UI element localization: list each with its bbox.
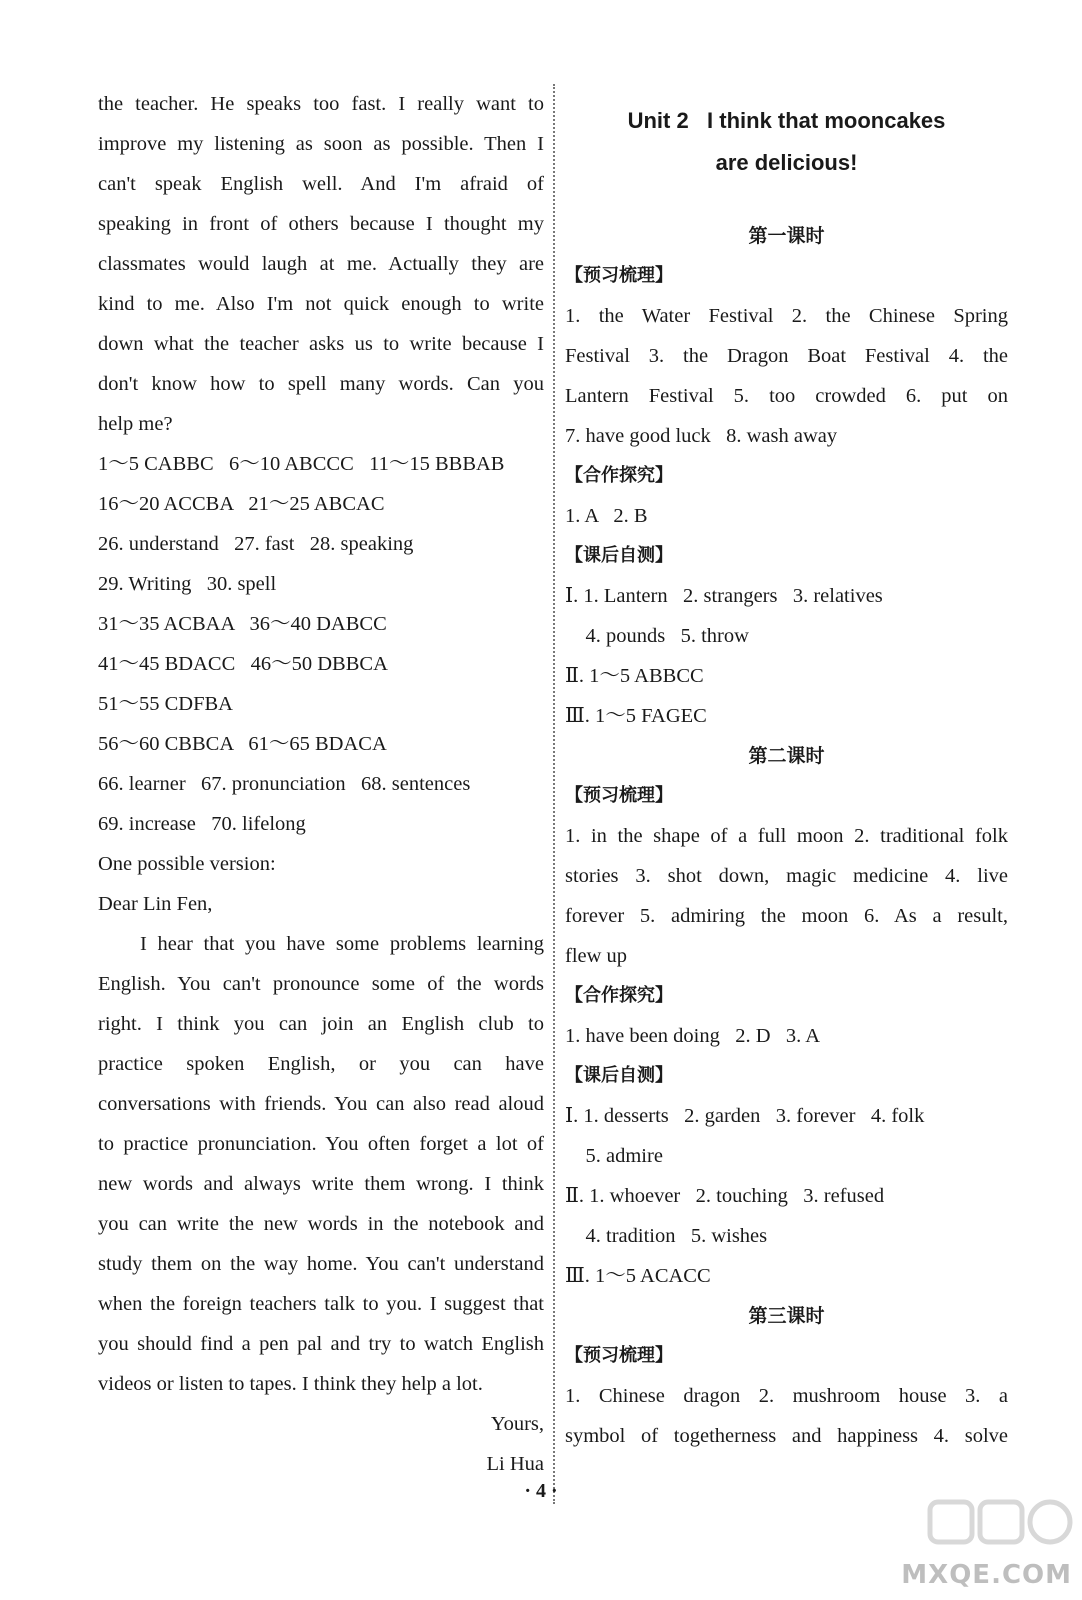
answer-line: 1. the Water Festival 2. the Chinese Spring	[565, 305, 1008, 327]
letter-line: study them on the way home. You can't understand	[98, 1253, 544, 1275]
text-line: the teacher. He speaks too fast. I really want to	[98, 93, 544, 115]
answer-line: 1. in the shape of a full moon 2. traditional folk	[565, 825, 1008, 847]
letter-line: videos or listen to tapes. I think they help a lot.	[98, 1373, 483, 1395]
answer-line: symbol of togetherness and happiness 4. solve	[565, 1425, 1008, 1447]
letter-signature: Li Hua	[486, 1453, 544, 1475]
answer-line: 1. Chinese dragon 2. mushroom house 3. a	[565, 1385, 1008, 1407]
text-line: improve my listening as soon as possible. Then I	[98, 133, 544, 155]
letter-line: when the foreign teachers talk to you. I suggest that	[98, 1293, 544, 1315]
section-label: 【预习梳理】	[565, 1345, 673, 1366]
section-label: 【课后自测】	[565, 1065, 673, 1086]
letter-line: practice spoken English, or you can have	[98, 1053, 544, 1075]
unit-title-line: Unit 2 I think that mooncakes	[627, 108, 946, 133]
text-line: can't speak English well. And I'm afraid of	[98, 173, 544, 195]
letter-line: right. I think you can join an English club to	[98, 1013, 544, 1035]
letter-line: English. You can't pronounce some of the words	[98, 973, 544, 995]
answer-line: 16～20 ACCBA 21～25 ABCAC	[98, 493, 385, 515]
lesson-title: 第二课时	[748, 745, 825, 767]
unit-title-line: are delicious!	[715, 150, 858, 175]
letter-closing: Yours,	[490, 1413, 544, 1435]
column-divider	[553, 84, 555, 1504]
answer-line: Lantern Festival 5. too crowded 6. put on	[565, 385, 1008, 407]
lesson-title: 第三课时	[748, 1305, 825, 1327]
answer-line: 66. learner 67. pronunciation 68. sentences	[98, 773, 471, 795]
text-line: don't know how to spell many words. Can you	[98, 373, 544, 395]
answer-line: 1. A 2. B	[565, 505, 648, 527]
answer-line: 1. have been doing 2. D 3. A	[565, 1025, 821, 1047]
answer-line: forever 5. admiring the moon 6. As a result,	[565, 905, 1008, 927]
text-line: kind to me. Also I'm not quick enough to write	[98, 293, 544, 315]
sample-letter	[98, 924, 544, 1484]
page-number: · 4 ·	[524, 1480, 558, 1502]
section-label: 【预习梳理】	[565, 785, 673, 806]
unit-title	[565, 100, 1008, 184]
letter-line: conversations with friends. You can also read aloud	[98, 1093, 544, 1115]
section-label: 【合作探究】	[565, 985, 673, 1006]
answer-line: flew up	[565, 945, 628, 967]
answer-line: Ⅲ. 1～5 FAGEC	[565, 705, 707, 727]
answer-line: Ⅱ. 1. whoever 2. touching 3. refused	[565, 1185, 885, 1207]
text-line: help me?	[98, 413, 173, 435]
answer-line: Dear Lin Fen,	[98, 893, 213, 915]
section-label: 【合作探究】	[565, 465, 673, 486]
answer-line: 5. admire	[565, 1145, 663, 1167]
answer-line: One possible version:	[98, 853, 276, 875]
paragraph-continuation	[98, 84, 544, 444]
answer-line: 31～35 ACBAA 36～40 DABCC	[98, 613, 387, 635]
letter-line: to practice pronunciation. You often forget a lot of	[98, 1133, 544, 1155]
text-line: classmates would laugh at me. Actually they are	[98, 253, 544, 275]
letter-line: you can write the new words in the notebook and	[98, 1213, 544, 1235]
answer-line: Ⅰ. 1. desserts 2. garden 3. forever 4. folk	[565, 1105, 925, 1127]
answer-line: 41～45 BDACC 46～50 DBBCA	[98, 653, 388, 675]
answer-line: stories 3. shot down, magic medicine 4. live	[565, 865, 1008, 887]
section-label: 【预习梳理】	[565, 265, 673, 286]
answer-line: 7. have good luck 8. wash away	[565, 425, 838, 447]
text-line: down what the teacher asks us to write because I	[98, 333, 544, 355]
answer-line: 29. Writing 30. spell	[98, 573, 277, 595]
watermark-text: MXQE.COM	[901, 1560, 1072, 1590]
answer-line: 4. pounds 5. throw	[565, 625, 749, 647]
answer-line: Festival 3. the Dragon Boat Festival 4. the	[565, 345, 1008, 367]
answer-line: 69. increase 70. lifelong	[98, 813, 306, 835]
text-line: speaking in front of others because I thought my	[98, 213, 544, 235]
answer-line: 1～5 CABBC 6～10 ABCCC 11～15 BBBAB	[98, 453, 505, 475]
lesson-title: 第一课时	[748, 225, 825, 247]
answer-line: 56～60 CBBCA 61～65 BDACA	[98, 733, 387, 755]
letter-line: I hear that you have some problems learning	[140, 933, 544, 955]
left-column	[98, 84, 544, 1484]
answer-key	[98, 444, 544, 924]
section-label: 【课后自测】	[565, 545, 673, 566]
answer-line: 26. understand 27. fast 28. speaking	[98, 533, 414, 555]
answer-line: Ⅱ. 1～5 ABBCC	[565, 665, 704, 687]
answer-line: Ⅰ. 1. Lantern 2. strangers 3. relatives	[565, 585, 883, 607]
answer-line: Ⅲ. 1～5 ACACC	[565, 1265, 711, 1287]
answer-line: 4. tradition 5. wishes	[565, 1225, 768, 1247]
right-column	[565, 84, 1008, 1456]
letter-line: new words and always write them wrong. I think	[98, 1173, 544, 1195]
letter-line: you should find a pen pal and try to watch English	[98, 1333, 544, 1355]
answer-line: 51～55 CDFBA	[98, 693, 233, 715]
